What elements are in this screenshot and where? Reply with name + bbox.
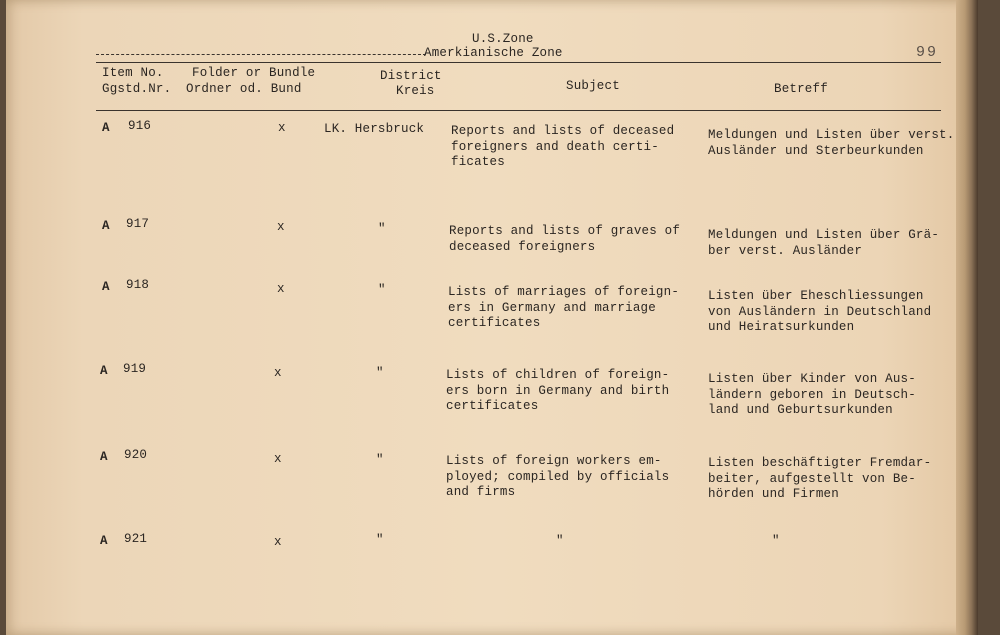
header-rule-short (96, 54, 426, 55)
row-916-subject: Reports and lists of deceased foreigners and death certi- ficates (451, 124, 675, 169)
row-919-folder: x (274, 366, 282, 380)
row-920-subject: Lists of foreign workers em- ployed; compiled by officials and firms (446, 454, 670, 499)
row-920-number: 920 (124, 448, 148, 462)
col-folder-en: Folder or Bundle (192, 66, 316, 80)
row-918-district: " (378, 283, 386, 297)
row-917-number: 917 (126, 217, 150, 231)
col-item-en: Item No. (102, 66, 164, 80)
row-918-number: 918 (126, 278, 150, 292)
row-920-betreff: Listen beschäftigter Fremdar- beiter, aufgestellt von Be- hörden und Firmen (708, 456, 932, 501)
row-918-prefix: A (102, 280, 110, 294)
row-918-folder: x (277, 282, 285, 296)
row-917-prefix: A (102, 219, 110, 233)
row-921-number: 921 (124, 532, 148, 546)
row-921-prefix: A (100, 534, 108, 548)
row-916-district: LK. Hersbruck (324, 122, 425, 136)
document-page (6, 0, 978, 635)
col-betreff: Betreff (774, 82, 828, 96)
row-917-subject: Reports and lists of graves of deceased foreigners (449, 224, 681, 254)
col-district-de: Kreis (396, 84, 435, 98)
row-919-district: " (376, 366, 384, 380)
row-920-prefix: A (100, 450, 108, 464)
row-916-folder: x (278, 121, 286, 135)
row-919-subject: Lists of children of foreign- ers born in Germany and birth certificates (446, 368, 670, 413)
row-921-subject: " (556, 534, 564, 548)
col-item-de: Ggstd.Nr. (102, 82, 172, 96)
col-district-en: District (380, 69, 442, 83)
page-number: 99 (916, 44, 939, 61)
row-920-district: " (376, 453, 384, 467)
row-917-folder: x (277, 220, 285, 234)
row-919-prefix: A (100, 364, 108, 378)
row-920-folder: x (274, 452, 282, 466)
header-rule-top (96, 62, 941, 63)
row-918-subject: Lists of marriages of foreign- ers in Germany and marriage certificates (448, 285, 680, 330)
header-rule-bottom (96, 110, 941, 111)
row-916-betreff: Meldungen und Listen über verst. Ausländer und Sterbeurkunden (708, 128, 955, 158)
row-921-folder: x (274, 535, 282, 549)
row-916-number: 916 (128, 119, 152, 133)
zone-title-en: U.S.Zone (472, 32, 534, 46)
col-subject: Subject (566, 79, 620, 93)
row-918-betreff: Listen über Eheschliessungen von Ausländern in Deutschland und Heiratsurkunden (708, 289, 932, 334)
zone-title-de: Amerkianische Zone (424, 46, 563, 60)
page-edge (956, 0, 978, 635)
col-folder-de: Ordner od. Bund (186, 82, 302, 96)
row-921-betreff: " (772, 534, 780, 548)
row-919-betreff: Listen über Kinder von Aus- ländern geboren in Deutsch- land und Geburtsurkunden (708, 372, 916, 417)
row-921-district: " (376, 533, 384, 547)
row-917-betreff: Meldungen und Listen über Grä- ber verst. Ausländer (708, 228, 940, 258)
row-916-prefix: A (102, 121, 110, 135)
row-917-district: " (378, 222, 386, 236)
row-919-number: 919 (123, 362, 147, 376)
